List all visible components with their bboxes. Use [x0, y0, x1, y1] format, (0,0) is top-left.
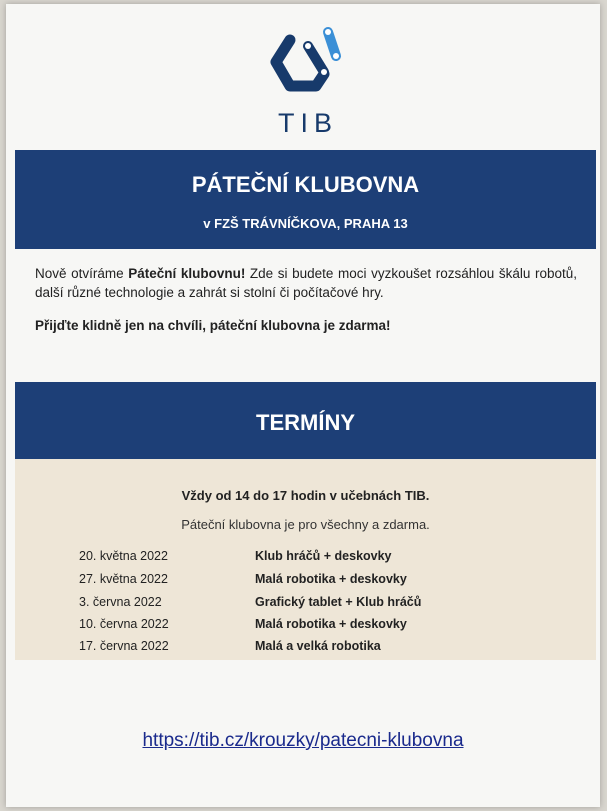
- schedule-row: [15, 617, 596, 639]
- schedule-date: 27. května 2022: [79, 572, 168, 586]
- schedule-panel: [15, 459, 596, 660]
- page-subtitle: v FZŠ TRÁVNÍČKOVA, PRAHA 13: [203, 216, 408, 231]
- schedule-activity: Malá robotika + deskovky: [255, 617, 407, 631]
- intro-text-bold: Páteční klubovnu!: [128, 266, 246, 281]
- terminy-title: TERMÍNY: [256, 410, 355, 435]
- schedule-date: 3. června 2022: [79, 595, 162, 609]
- header-banner: [15, 150, 596, 249]
- schedule-row: [15, 639, 596, 661]
- schedule-note: Páteční klubovna je pro všechny a zdarma.: [181, 517, 430, 532]
- tib-logo-icon: [268, 20, 348, 108]
- schedule-date: 17. června 2022: [79, 639, 169, 653]
- schedule-activity: Klub hráčů + deskovky: [255, 549, 392, 563]
- terminy-banner: [15, 382, 596, 459]
- intro-text-start: Nově otvíráme: [35, 266, 129, 281]
- poster-paper: [6, 4, 600, 807]
- schedule-activity: Malá a velká robotika: [255, 639, 381, 653]
- schedule-date: 10. června 2022: [79, 617, 169, 631]
- schedule-date: 20. května 2022: [79, 549, 168, 563]
- page-title: PÁTEČNÍ KLUBOVNA: [191, 172, 420, 197]
- schedule-time: Vždy od 14 do 17 hodin v učebnách TIB.: [181, 488, 430, 503]
- schedule-activity: Grafický tablet + Klub hráčů: [255, 595, 422, 609]
- schedule-activity: Malá robotika + deskovky: [255, 572, 407, 586]
- call-to-action: Přijďte klidně jen na chvíli, páteční klubovna je zdarma!: [35, 318, 391, 333]
- schedule-row: [15, 595, 596, 617]
- intro-text-rest: Zde si budete moci vyzkoušet rozsáhlou škálu robotů, další různé technologie a zahrát si stolní či počítačové hry.: [35, 266, 577, 300]
- klubovna-link[interactable]: https://tib.cz/krouzky/patecni-klubovna: [142, 730, 464, 751]
- logo-text: TIB: [277, 108, 338, 138]
- intro-paragraph: [35, 264, 577, 302]
- schedule-row: [15, 549, 596, 571]
- tib-logo: [268, 20, 348, 140]
- schedule-row: [15, 572, 596, 594]
